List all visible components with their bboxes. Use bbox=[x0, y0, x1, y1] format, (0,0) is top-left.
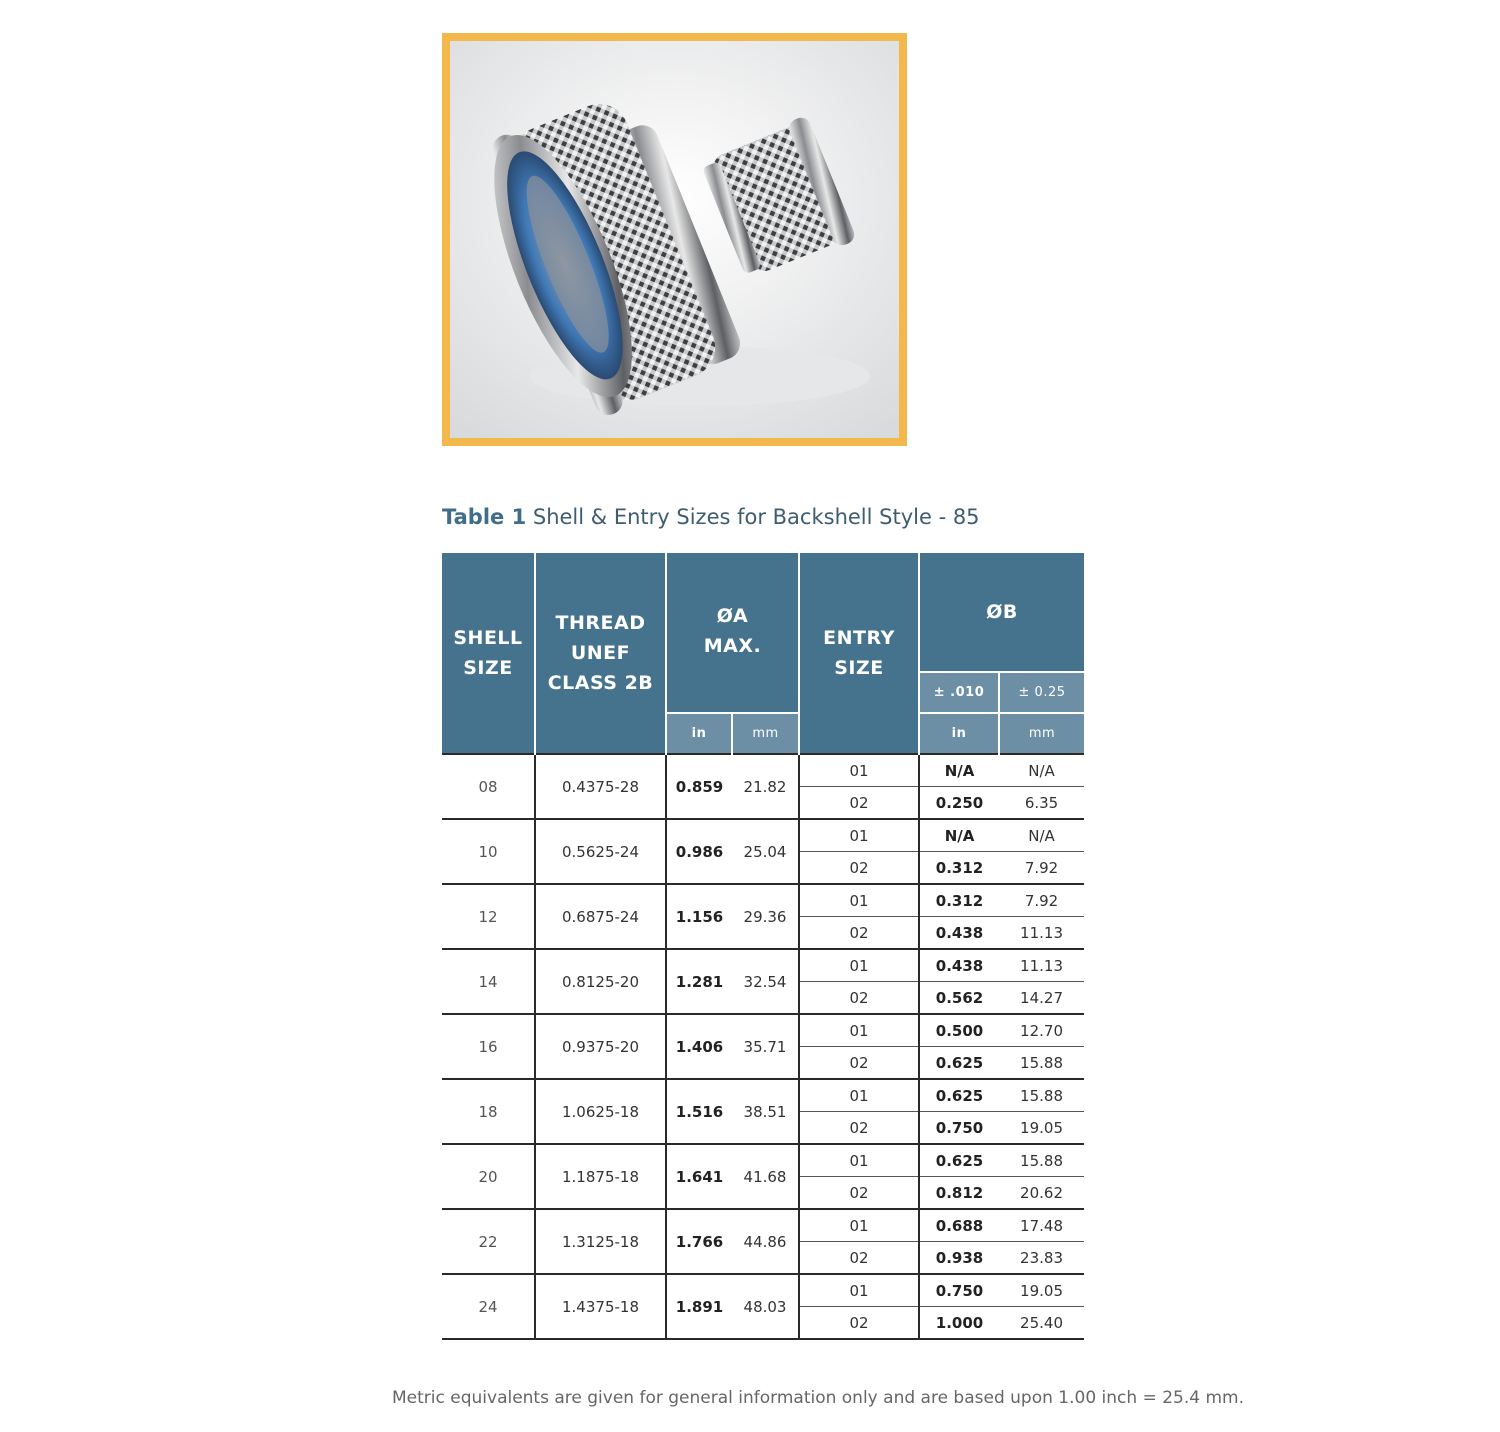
thread-cell: 1.4375-18 bbox=[535, 1274, 666, 1339]
diameter-b-in-cell: 0.500 bbox=[919, 1014, 999, 1047]
diameter-b-in-cell: N/A bbox=[919, 819, 999, 852]
entry-size-cell: 02 bbox=[799, 787, 919, 820]
diameter-b-mm-cell: N/A bbox=[999, 819, 1084, 852]
entry-size-cell: 02 bbox=[799, 1047, 919, 1080]
diameter-b-mm-cell: 23.83 bbox=[999, 1242, 1084, 1275]
diameter-a-mm-cell: 29.36 bbox=[732, 884, 799, 949]
table-row bbox=[442, 884, 1084, 917]
header-b-unit-mm: mm bbox=[999, 713, 1084, 754]
diameter-b-mm-cell: 11.13 bbox=[999, 949, 1084, 982]
header-b-tolerance-in: ± .010 bbox=[919, 672, 999, 713]
thread-cell: 1.3125-18 bbox=[535, 1209, 666, 1274]
diameter-b-in-cell: 0.562 bbox=[919, 982, 999, 1015]
entry-size-cell: 01 bbox=[799, 1014, 919, 1047]
entry-size-cell: 02 bbox=[799, 1177, 919, 1210]
entry-size-cell: 01 bbox=[799, 949, 919, 982]
thread-cell: 0.5625-24 bbox=[535, 819, 666, 884]
diameter-b-mm-cell: 17.48 bbox=[999, 1209, 1084, 1242]
entry-size-cell: 01 bbox=[799, 1144, 919, 1177]
diameter-b-in-cell: 0.312 bbox=[919, 852, 999, 885]
diameter-b-mm-cell: 20.62 bbox=[999, 1177, 1084, 1210]
entry-size-cell: 01 bbox=[799, 1274, 919, 1307]
diameter-a-mm-cell: 48.03 bbox=[732, 1274, 799, 1339]
shell-size-cell: 22 bbox=[442, 1209, 535, 1274]
thread-cell: 0.4375-28 bbox=[535, 754, 666, 819]
table-title bbox=[442, 505, 980, 529]
shell-size-cell: 12 bbox=[442, 884, 535, 949]
thread-cell: 1.0625-18 bbox=[535, 1079, 666, 1144]
thread-cell: 0.8125-20 bbox=[535, 949, 666, 1014]
diameter-a-mm-cell: 38.51 bbox=[732, 1079, 799, 1144]
diameter-b-mm-cell: 19.05 bbox=[999, 1274, 1084, 1307]
diameter-b-in-cell: 0.625 bbox=[919, 1144, 999, 1177]
diameter-b-in-cell: 0.438 bbox=[919, 949, 999, 982]
shell-size-cell: 14 bbox=[442, 949, 535, 1014]
diameter-b-in-cell: 0.625 bbox=[919, 1079, 999, 1112]
diameter-b-in-cell: 0.750 bbox=[919, 1112, 999, 1145]
entry-size-cell: 01 bbox=[799, 1209, 919, 1242]
diameter-b-in-cell: 0.750 bbox=[919, 1274, 999, 1307]
entry-size-cell: 01 bbox=[799, 819, 919, 852]
entry-size-cell: 02 bbox=[799, 1242, 919, 1275]
header-entry-size: ENTRY SIZE bbox=[799, 553, 919, 754]
diameter-a-mm-cell: 41.68 bbox=[732, 1144, 799, 1209]
diameter-a-mm-cell: 35.71 bbox=[732, 1014, 799, 1079]
diameter-b-mm-cell: 19.05 bbox=[999, 1112, 1084, 1145]
diameter-a-in-cell: 1.516 bbox=[666, 1079, 732, 1144]
diameter-b-mm-cell: 15.88 bbox=[999, 1144, 1084, 1177]
diameter-b-in-cell: 0.438 bbox=[919, 917, 999, 950]
entry-size-cell: 02 bbox=[799, 917, 919, 950]
diameter-b-mm-cell: N/A bbox=[999, 754, 1084, 787]
table-row bbox=[442, 1079, 1084, 1112]
diameter-b-in-cell: 0.688 bbox=[919, 1209, 999, 1242]
header-diameter-a: ØA MAX. bbox=[666, 553, 799, 713]
shell-size-cell: 24 bbox=[442, 1274, 535, 1339]
entry-size-cell: 01 bbox=[799, 1079, 919, 1112]
diameter-a-in-cell: 1.641 bbox=[666, 1144, 732, 1209]
header-thread: THREAD UNEF CLASS 2B bbox=[535, 553, 666, 754]
product-image-frame bbox=[442, 33, 907, 446]
diameter-b-mm-cell: 6.35 bbox=[999, 787, 1084, 820]
diameter-a-in-cell: 0.986 bbox=[666, 819, 732, 884]
diameter-b-mm-cell: 15.88 bbox=[999, 1047, 1084, 1080]
diameter-b-in-cell: 1.000 bbox=[919, 1307, 999, 1340]
diameter-b-in-cell: 0.250 bbox=[919, 787, 999, 820]
shell-size-cell: 08 bbox=[442, 754, 535, 819]
shell-entry-size-table bbox=[442, 553, 1084, 1340]
header-diameter-b: ØB bbox=[919, 553, 1084, 672]
table-number: Table 1 bbox=[442, 505, 527, 529]
shell-size-cell: 18 bbox=[442, 1079, 535, 1144]
diameter-b-mm-cell: 7.92 bbox=[999, 852, 1084, 885]
diameter-a-mm-cell: 21.82 bbox=[732, 754, 799, 819]
thread-cell: 0.6875-24 bbox=[535, 884, 666, 949]
diameter-b-mm-cell: 14.27 bbox=[999, 982, 1084, 1015]
diameter-a-in-cell: 1.156 bbox=[666, 884, 732, 949]
table-caption: Shell & Entry Sizes for Backshell Style - 85 bbox=[532, 505, 980, 529]
header-a-unit-in: in bbox=[666, 713, 732, 754]
diameter-a-mm-cell: 25.04 bbox=[732, 819, 799, 884]
table-row bbox=[442, 1209, 1084, 1242]
footnote: Metric equivalents are given for general information only and are based upon 1.00 inch = 25.4 mm. bbox=[392, 1388, 1245, 1408]
diameter-a-in-cell: 1.891 bbox=[666, 1274, 732, 1339]
table-row bbox=[442, 949, 1084, 982]
table-row bbox=[442, 1274, 1084, 1307]
diameter-a-mm-cell: 44.86 bbox=[732, 1209, 799, 1274]
entry-size-cell: 01 bbox=[799, 754, 919, 787]
diameter-b-in-cell: 0.938 bbox=[919, 1242, 999, 1275]
shell-size-cell: 20 bbox=[442, 1144, 535, 1209]
table-row bbox=[442, 754, 1084, 787]
entry-size-cell: 02 bbox=[799, 982, 919, 1015]
diameter-b-mm-cell: 15.88 bbox=[999, 1079, 1084, 1112]
diameter-a-in-cell: 1.766 bbox=[666, 1209, 732, 1274]
diameter-b-mm-cell: 12.70 bbox=[999, 1014, 1084, 1047]
shell-size-cell: 10 bbox=[442, 819, 535, 884]
shell-size-cell: 16 bbox=[442, 1014, 535, 1079]
entry-size-cell: 02 bbox=[799, 1112, 919, 1145]
diameter-b-mm-cell: 7.92 bbox=[999, 884, 1084, 917]
table-row bbox=[442, 819, 1084, 852]
backshell-connector-image bbox=[450, 41, 899, 438]
diameter-b-in-cell: 0.812 bbox=[919, 1177, 999, 1210]
header-b-tolerance-mm: ± 0.25 bbox=[999, 672, 1084, 713]
diameter-a-in-cell: 1.281 bbox=[666, 949, 732, 1014]
header-b-unit-in: in bbox=[919, 713, 999, 754]
diameter-b-in-cell: 0.312 bbox=[919, 884, 999, 917]
thread-cell: 1.1875-18 bbox=[535, 1144, 666, 1209]
table-row bbox=[442, 1144, 1084, 1177]
entry-size-cell: 02 bbox=[799, 852, 919, 885]
diameter-b-in-cell: 0.625 bbox=[919, 1047, 999, 1080]
diameter-b-in-cell: N/A bbox=[919, 754, 999, 787]
diameter-a-in-cell: 0.859 bbox=[666, 754, 732, 819]
diameter-a-in-cell: 1.406 bbox=[666, 1014, 732, 1079]
diameter-b-mm-cell: 25.40 bbox=[999, 1307, 1084, 1340]
header-a-unit-mm: mm bbox=[732, 713, 799, 754]
header-shell-size: SHELL SIZE bbox=[442, 553, 535, 754]
table-row bbox=[442, 1014, 1084, 1047]
entry-size-cell: 01 bbox=[799, 884, 919, 917]
diameter-a-mm-cell: 32.54 bbox=[732, 949, 799, 1014]
thread-cell: 0.9375-20 bbox=[535, 1014, 666, 1079]
entry-size-cell: 02 bbox=[799, 1307, 919, 1340]
diameter-b-mm-cell: 11.13 bbox=[999, 917, 1084, 950]
